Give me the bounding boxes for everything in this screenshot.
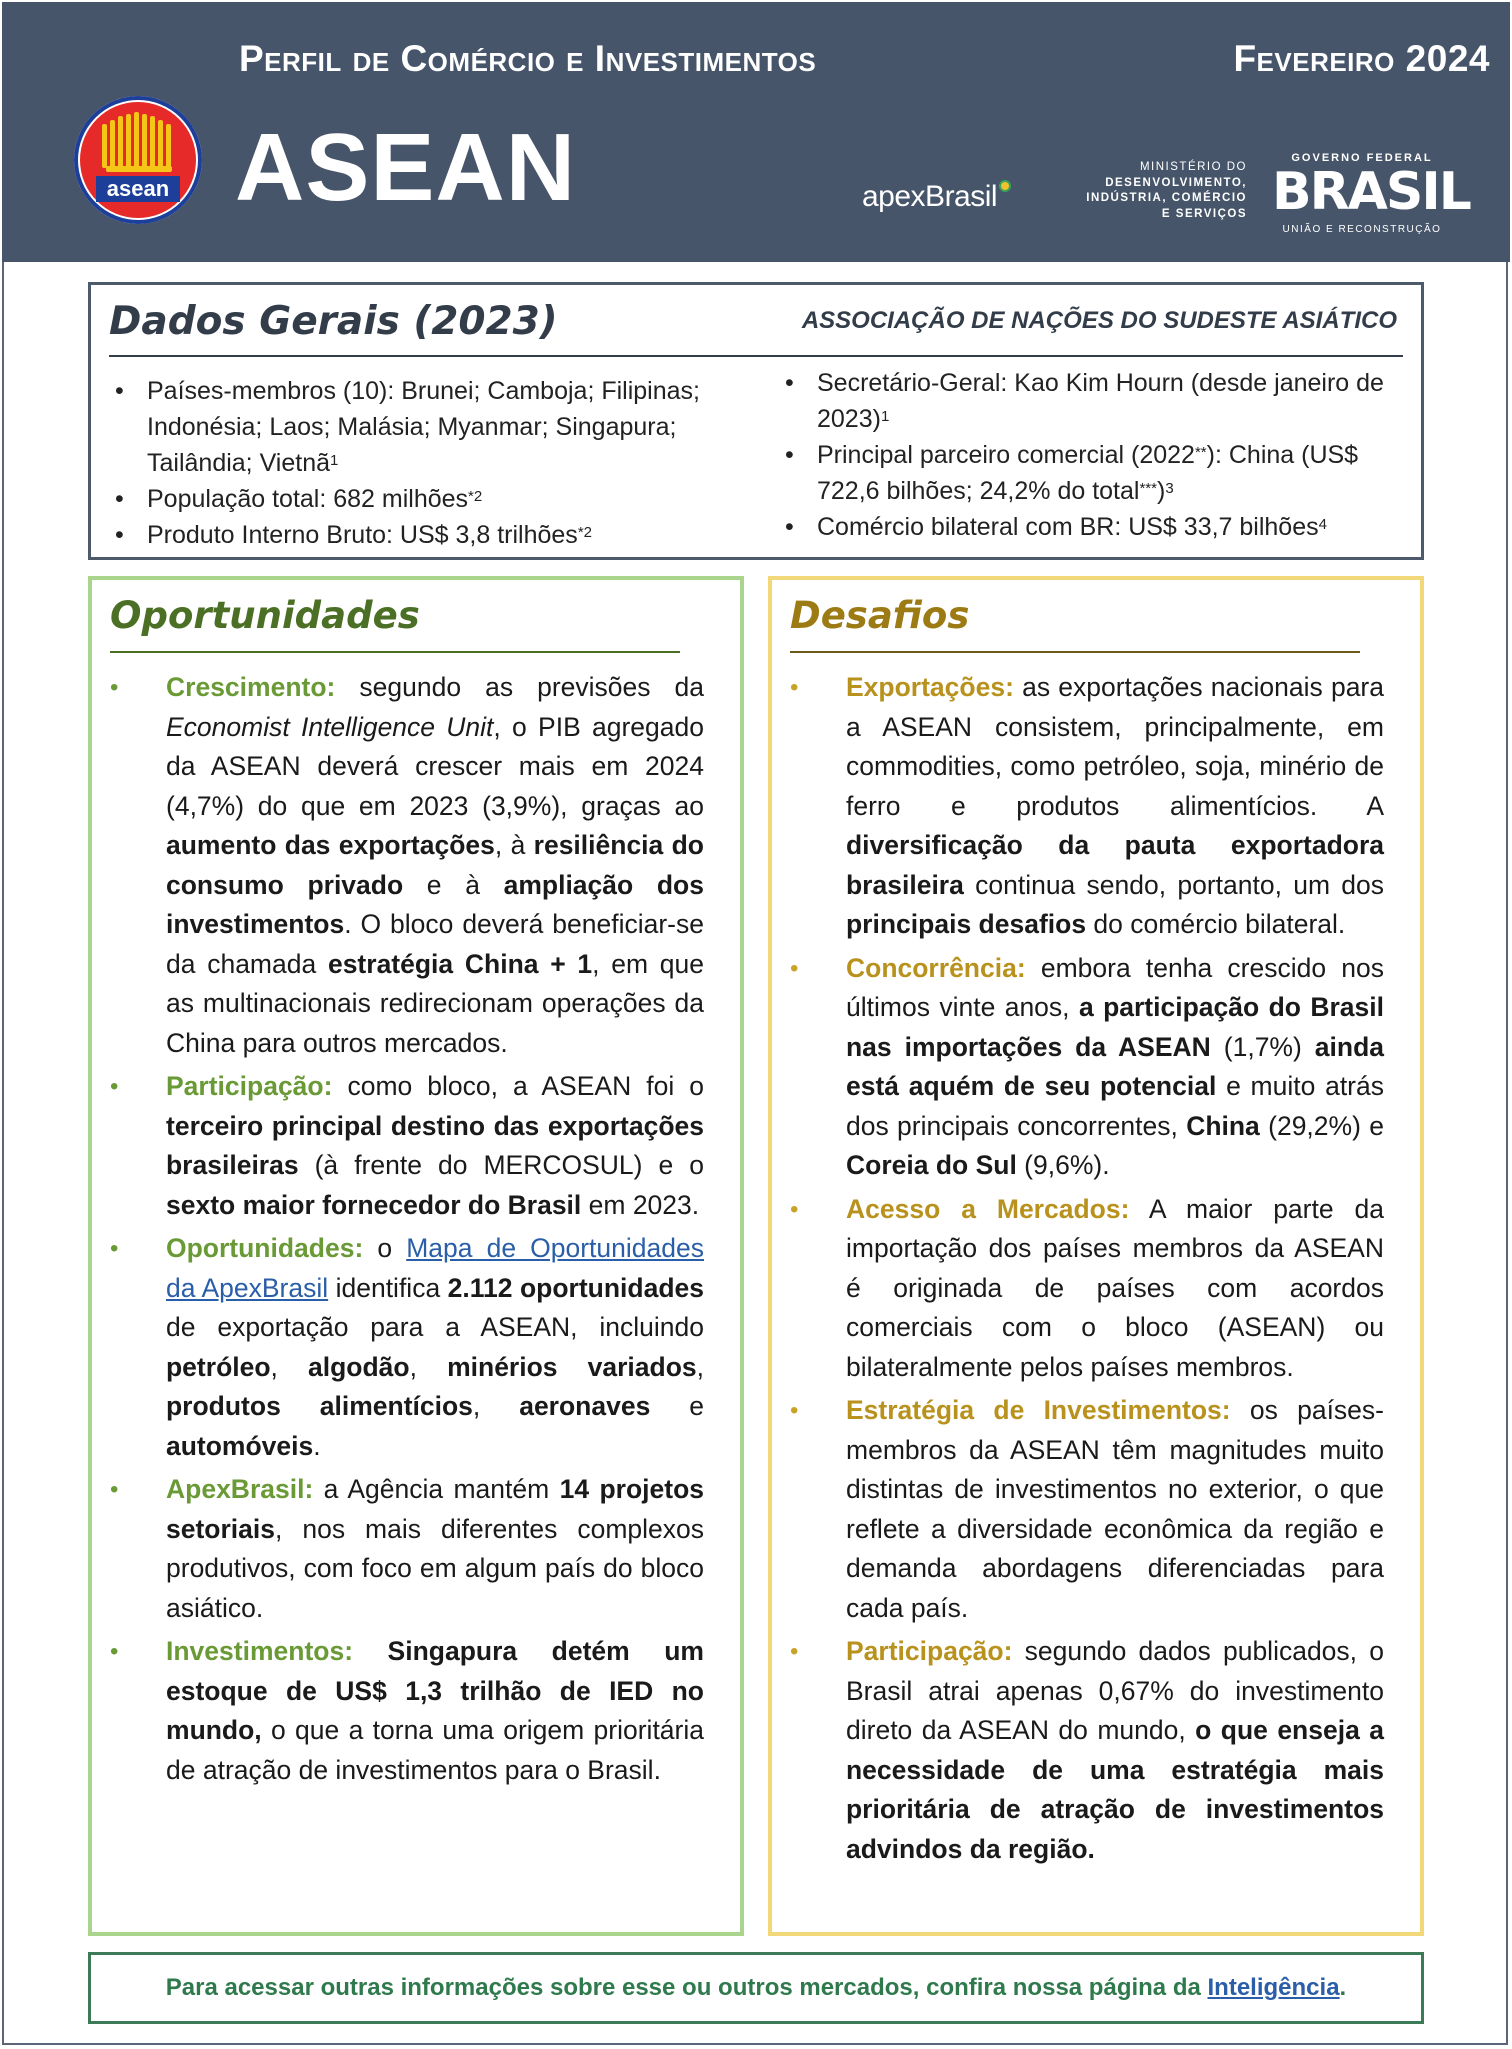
ministry-line-2: DESENVOLVIMENTO, [1105, 176, 1247, 189]
general-data-right-list [779, 365, 1419, 545]
asean-logo-icon [72, 94, 204, 226]
challenges-panel [768, 576, 1424, 1936]
challenges-divider [790, 651, 1360, 653]
general-data-divider [109, 355, 1403, 357]
opportunities-panel [88, 576, 744, 1936]
footer-box [88, 1952, 1424, 2024]
document-date: Fevereiro 2024 [1233, 38, 1490, 79]
opportunities-list [110, 668, 704, 1794]
des-item-participacao: • Participação: segundo dados publicados, o Brasil atrai apenas 0,67% do investimento direto da ASEAN do mundo, o que enseja a necessidade de uma estratégia mais prioritária de atração de investimentos advindos da região. [790, 1632, 1384, 1869]
list-item: • População total: 682 milhões$^{*2}$ [109, 481, 749, 517]
opp-item-crescimento: • Crescimento: segundo as previsões da Economist Intelligence Unit, o PIB agregado da ASEAN deverá crescer mais em 2024 (4,7%) do que em 2023 (3,9%), graças ao aumento das exportações, à resiliência do consumo privado e à ampliação dos investimentos. O bloco deverá beneficiar-se da chamada estratégia China + 1, em que as multinacionais redirecionam operações da China para outros mercados. [110, 668, 704, 1063]
opportunities-title: Oportunidades [110, 594, 420, 637]
opp-item-investimentos: • Investimentos: Singapura detém um estoque de US$ 1,3 trilhão de IED no mundo, o que a torna uma origem prioritária de atração de investimentos para o Brasil. [110, 1632, 704, 1790]
list-item: • Secretário-Geral: Kao Kim Hourn (desde janeiro de 2023)$^1$ [779, 365, 1419, 437]
inteligencia-link[interactable]: Inteligência [1207, 1974, 1340, 2001]
gov-brand-text: BRASIL [1272, 162, 1470, 222]
organization-name: ASEAN [235, 114, 577, 221]
opp-item-apexbrasil: • ApexBrasil: a Agência mantém 14 projetos setoriais, nos mais diferentes complexos produtivos, com foco em algum país do bloco asiático. [110, 1470, 704, 1628]
general-data-subtitle: ASSOCIAÇÃO DE NAÇÕES DO SUDESTE ASIÁTICO [801, 307, 1397, 334]
apexbrasil-logo [862, 180, 1011, 214]
asean-logo-text: asean [106, 176, 170, 201]
des-item-acesso: • Acesso a Mercados: A maior parte da importação dos países membros da ASEAN é originada de países com acordos comerciais com o bloco (ASEAN) ou bilateralmente pelos países membros. [790, 1190, 1384, 1388]
opportunities-divider [110, 651, 680, 653]
des-item-concorrencia: • Concorrência: embora tenha crescido nos últimos vinte anos, a participação do Brasil nas importações da ASEAN (1,7%) ainda está aquém de seu potencial e muito atrás dos principais concorrentes, China (29,2%) e Coreia do Sul (9,6%). [790, 949, 1384, 1186]
gov-bottom-text: UNIÃO E RECONSTRUÇÃO [1282, 224, 1442, 235]
ministry-line-1: MINISTÉRIO DO [1139, 161, 1247, 173]
general-data-left-list [109, 373, 749, 553]
ministry-line-3: INDÚSTRIA, COMÉRCIO [1086, 192, 1247, 204]
general-data-box [88, 282, 1424, 560]
governo-federal-logo [1272, 152, 1470, 235]
list-item: • Países-membros (10): Brunei; Camboja; Filipinas; Indonésia; Laos; Malásia; Myanmar; Singapura; Tailândia; Vietnã$^1$ [109, 373, 749, 481]
ministry-logo [1042, 160, 1247, 222]
opp-item-oportunidades: • Oportunidades: o Mapa de Oportunidades da ApexBrasil identifica 2.112 oportunidades de exportação para a ASEAN, incluindo petróleo, algodão, minérios variados, produtos alimentícios, aeronaves e automóveis. [110, 1229, 704, 1466]
challenges-list [790, 668, 1384, 1873]
apex-mark-icon [999, 180, 1011, 192]
gov-top-text: GOVERNO FEDERAL [1291, 152, 1433, 164]
header-banner [2, 2, 1510, 262]
apexbrasil-logo-text: apexBrasil [862, 180, 998, 213]
opp-item-participacao: • Participação: como bloco, a ASEAN foi o terceiro principal destino das exportações brasileiras (à frente do MERCOSUL) e o sexto maior fornecedor do Brasil em 2023. [110, 1067, 704, 1225]
ministry-line-4: E SERVIÇOS [1161, 207, 1247, 220]
general-data-title: Dados Gerais (2023) [109, 299, 558, 344]
list-item: • Produto Interno Bruto: US$ 3,8 trilhões$^{*2}$ [109, 517, 749, 553]
list-item: • Principal parceiro comercial (2022**): China (US$ 722,6 bilhões; 24,2% do total***)$^3$ [779, 437, 1419, 509]
challenges-title: Desafios [790, 594, 970, 637]
des-item-exportacoes: • Exportações: as exportações nacionais para a ASEAN consistem, principalmente, em commodities, como petróleo, soja, minério de ferro e produtos alimentícios. A diversificação da pauta exportadora brasileira continua sendo, portanto, um dos principais desafios do comércio bilateral. [790, 668, 1384, 945]
list-item: • Comércio bilateral com BR: US$ 33,7 bilhões$^4$ [779, 509, 1419, 545]
document-title: Perfil de Comércio e Investimentos [239, 38, 817, 79]
des-item-estrategia: • Estratégia de Investimentos: os países-membros da ASEAN têm magnitudes muito distintas de investimentos no exterior, o que reflete a diversidade econômica da região e demanda abordagens diferenciadas para cada país. [790, 1391, 1384, 1628]
mapa-oportunidades-link[interactable]: Mapa de Oportunidades da ApexBrasil [166, 1233, 704, 1303]
footer-text: Para acessar outras informações sobre esse ou outros mercados, confira nossa página da Inteligência. [165, 1974, 1347, 2001]
